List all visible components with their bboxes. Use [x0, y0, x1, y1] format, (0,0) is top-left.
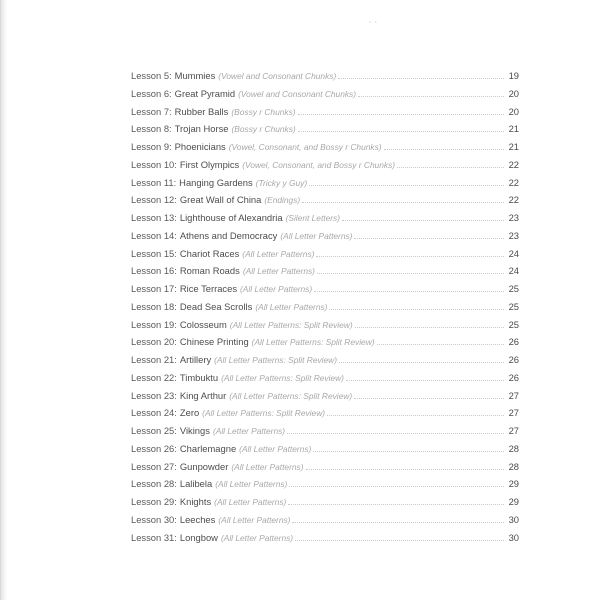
lesson-title: Gunpowder	[179, 460, 229, 472]
page-number: 20	[508, 87, 519, 99]
dot-leader	[377, 344, 504, 345]
toc-entry	[131, 159, 519, 177]
toc-entry	[131, 177, 519, 195]
lesson-pattern-note: (Vowel, Consonant, and Bossy r Chunks)	[228, 142, 382, 152]
toc-entry	[131, 354, 519, 372]
page-number: 21	[508, 123, 519, 135]
page-number: 24	[508, 265, 519, 277]
lesson-pattern-note: (All Letter Patterns: Split Review)	[214, 355, 338, 365]
lesson-number: Lesson 11:	[131, 176, 177, 188]
page-number: 28	[508, 442, 519, 454]
lesson-title: Rice Terraces	[179, 283, 238, 294]
toc-entry	[131, 301, 519, 319]
lesson-number: Lesson 10:	[131, 158, 177, 170]
lesson-pattern-note: (All Letter Patterns: Split Review)	[229, 390, 353, 401]
dot-leader	[289, 486, 504, 487]
toc-entry	[131, 336, 519, 354]
lesson-pattern-note: (Vowel and Consonant Chunks)	[238, 88, 357, 99]
page-number: 22	[508, 194, 519, 206]
toc-entry	[131, 443, 519, 461]
lesson-number: Lesson 27:	[131, 460, 177, 472]
page-number: 27	[508, 389, 519, 401]
toc-entry	[131, 212, 519, 230]
toc-entry	[131, 390, 519, 408]
page-number: 27	[508, 425, 519, 436]
dot-leader	[306, 469, 505, 470]
page-number: 25	[508, 318, 519, 330]
page-number: 26	[508, 371, 519, 383]
lesson-title: Colosseum	[179, 318, 227, 330]
page-number: 23	[508, 229, 519, 241]
lesson-pattern-note: (All Letter Patterns: Split Review)	[221, 372, 344, 383]
dot-leader	[316, 256, 504, 257]
dot-leader	[317, 273, 504, 274]
page-number: 26	[508, 354, 519, 365]
dot-leader	[309, 185, 504, 186]
lesson-number: Lesson 24:	[131, 407, 177, 419]
lesson-number: Lesson 19:	[131, 318, 177, 330]
page-number: 22	[508, 176, 519, 188]
lesson-pattern-note: (All Letter Patterns)	[214, 497, 287, 507]
lesson-pattern-note: (All Letter Patterns)	[239, 443, 312, 454]
lesson-title: Trojan Horse	[174, 123, 229, 135]
page-number: 25	[508, 300, 519, 312]
page-number: 27	[508, 407, 519, 419]
lesson-number: Lesson 8:	[131, 123, 172, 135]
lesson-number: Lesson 17:	[131, 283, 177, 294]
lesson-pattern-note: (Vowel and Consonant Chunks)	[218, 71, 337, 81]
lesson-title: Vikings	[179, 425, 210, 436]
page-number: 30	[508, 531, 519, 543]
page-edge-shadow	[1, 0, 7, 600]
dot-leader	[397, 167, 504, 168]
lesson-pattern-note: (All Letter Patterns)	[242, 266, 315, 277]
lesson-title: Great Pyramid	[174, 87, 236, 99]
toc-entry	[131, 194, 519, 212]
lesson-pattern-note: (All Letter Patterns)	[218, 514, 291, 525]
lesson-number: Lesson 28:	[131, 478, 177, 490]
lesson-title: Lighthouse of Alexandria	[179, 212, 283, 223]
toc-entry	[131, 230, 519, 248]
lesson-pattern-note: (All Letter Patterns)	[242, 248, 315, 259]
page-number: 22	[508, 158, 519, 170]
lesson-pattern-note: (All Letter Patterns)	[280, 230, 353, 241]
toc-entry	[131, 532, 519, 550]
toc-entry	[131, 88, 519, 106]
lesson-number: Lesson 7:	[131, 105, 172, 117]
toc-entry	[131, 248, 519, 266]
dot-leader	[342, 220, 504, 221]
dot-leader	[338, 78, 504, 79]
lesson-title: Artillery	[179, 354, 212, 365]
toc-entry	[131, 407, 519, 425]
lesson-pattern-note: (All Letter Patterns)	[240, 284, 313, 294]
lesson-number: Lesson 22:	[131, 371, 177, 383]
lesson-title: Rubber Balls	[174, 105, 229, 117]
toc-entry	[131, 372, 519, 390]
lesson-pattern-note: (Silent Letters)	[285, 213, 341, 223]
lesson-title: Knights	[179, 496, 212, 507]
lesson-pattern-note: (All Letter Patterns)	[231, 461, 304, 472]
dot-leader	[314, 291, 504, 292]
lesson-number: Lesson 23:	[131, 389, 177, 401]
lesson-pattern-note: (All Letter Patterns: Split Review)	[229, 319, 353, 330]
lesson-pattern-note: (Bossy r Chunks)	[231, 106, 296, 117]
lesson-number: Lesson 12:	[131, 194, 177, 206]
dot-leader	[302, 202, 504, 203]
lesson-title: Charlemagne	[179, 442, 237, 454]
toc-entry	[131, 265, 519, 283]
dot-leader	[313, 451, 504, 452]
page-number: 28	[508, 460, 519, 472]
lesson-number: Lesson 9:	[131, 141, 172, 152]
page-number: 25	[508, 283, 519, 294]
lesson-number: Lesson 29:	[131, 496, 177, 507]
dot-leader	[298, 114, 504, 115]
lesson-title: Hanging Gardens	[179, 176, 253, 188]
lesson-number: Lesson 6:	[131, 87, 172, 99]
dot-leader	[355, 327, 504, 328]
lesson-number: Lesson 18:	[131, 300, 177, 312]
lesson-pattern-note: (Endings)	[264, 195, 301, 206]
lesson-title: Chariot Races	[179, 247, 240, 259]
dot-leader	[354, 398, 504, 399]
page-number: 20	[508, 105, 519, 117]
lesson-title: Zero	[179, 407, 200, 419]
toc-entry	[131, 70, 519, 88]
page-number: 19	[508, 70, 519, 81]
lesson-number: Lesson 20:	[131, 336, 177, 348]
dot-leader	[346, 380, 504, 381]
lesson-title: Timbuktu	[179, 371, 219, 383]
page-number: 29	[508, 478, 519, 490]
dot-leader	[354, 238, 504, 239]
dot-leader	[339, 362, 504, 363]
lesson-title: Dead Sea Scrolls	[179, 300, 253, 312]
lesson-title: Mummies	[174, 70, 216, 81]
lesson-title: First Olympics	[179, 158, 240, 170]
lesson-pattern-note: (Bossy r Chunks)	[231, 124, 296, 135]
page-number: 24	[508, 247, 519, 259]
toc-entry	[131, 514, 519, 532]
page-number: 23	[508, 212, 519, 223]
toc-entry	[131, 478, 519, 496]
dot-leader	[358, 96, 504, 97]
lesson-pattern-note: (All Letter Patterns)	[212, 426, 286, 436]
lesson-pattern-note: (All Letter Patterns)	[255, 301, 328, 312]
toc-entry	[131, 106, 519, 124]
dot-leader	[292, 522, 504, 523]
lesson-title: Lalibela	[179, 478, 213, 490]
dot-leader	[329, 309, 504, 310]
lesson-title: Phoenicians	[174, 141, 226, 152]
dot-leader	[327, 415, 504, 416]
lesson-pattern-note: (All Letter Patterns: Split Review)	[202, 408, 326, 419]
page-mark: , ,	[369, 17, 378, 24]
toc-entry	[131, 496, 519, 514]
lesson-number: Lesson 15:	[131, 247, 177, 259]
lesson-number: Lesson 30:	[131, 513, 177, 525]
dot-leader	[287, 433, 504, 434]
toc-entry	[131, 283, 519, 301]
lesson-title: Roman Roads	[179, 265, 240, 277]
lesson-title: King Arthur	[179, 389, 227, 401]
lesson-number: Lesson 13:	[131, 212, 177, 223]
lesson-title: Chinese Printing	[179, 336, 249, 348]
toc-entry	[131, 425, 519, 443]
lesson-number: Lesson 14:	[131, 229, 177, 241]
lesson-pattern-note: (All Letter Patterns)	[220, 532, 294, 543]
page-number: 30	[508, 513, 519, 525]
lesson-title: Leeches	[179, 513, 216, 525]
toc-entry	[131, 141, 519, 159]
lesson-number: Lesson 31:	[131, 531, 177, 543]
lesson-number: Lesson 25:	[131, 425, 177, 436]
lesson-title: Athens and Democracy	[179, 229, 278, 241]
table-of-contents	[131, 70, 519, 549]
lesson-title: Longbow	[179, 531, 218, 543]
lesson-number: Lesson 21:	[131, 354, 177, 365]
dot-leader	[384, 149, 504, 150]
page-number: 21	[508, 141, 519, 152]
toc-entry	[131, 123, 519, 141]
lesson-pattern-note: (Tricky y Guy)	[255, 177, 308, 188]
lesson-title: Great Wall of China	[179, 194, 262, 206]
dot-leader	[288, 504, 504, 505]
lesson-number: Lesson 5:	[131, 70, 172, 81]
dot-leader	[298, 131, 504, 132]
page-number: 26	[508, 336, 519, 348]
page-number: 29	[508, 496, 519, 507]
lesson-number: Lesson 16:	[131, 265, 177, 277]
toc-entry	[131, 461, 519, 479]
lesson-pattern-note: (All Letter Patterns: Split Review)	[251, 337, 375, 348]
lesson-pattern-note: (Vowel, Consonant, and Bossy r Chunks)	[242, 159, 396, 170]
toc-entry	[131, 319, 519, 337]
lesson-pattern-note: (All Letter Patterns)	[215, 479, 288, 490]
dot-leader	[295, 540, 504, 541]
lesson-number: Lesson 26:	[131, 442, 177, 454]
